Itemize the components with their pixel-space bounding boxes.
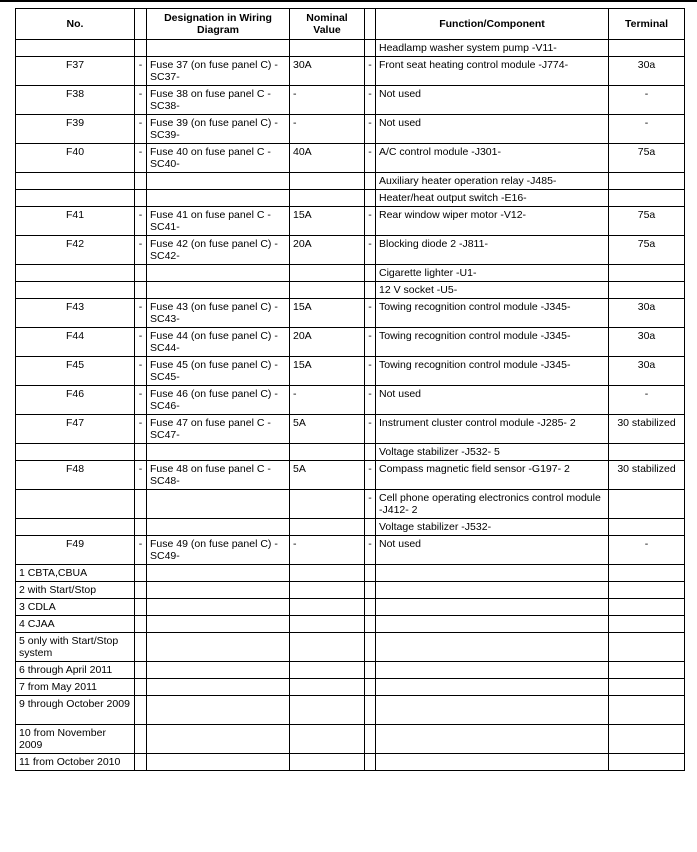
designation-cell: Fuse 43 (on fuse panel C) -SC43- bbox=[147, 299, 290, 328]
empty-cell bbox=[376, 616, 609, 633]
separator-dash bbox=[365, 265, 376, 282]
empty-cell bbox=[609, 599, 685, 616]
function-cell: Auxiliary heater operation relay -J485- bbox=[376, 173, 609, 190]
header-nominal: Nominal Value bbox=[290, 9, 365, 40]
empty-cell bbox=[290, 633, 365, 662]
terminal-cell: 30a bbox=[609, 357, 685, 386]
table-row bbox=[16, 282, 685, 299]
fuse-number: F40 bbox=[16, 144, 135, 173]
separator-dash: - bbox=[365, 115, 376, 144]
fuse-number: F48 bbox=[16, 461, 135, 490]
terminal-cell: - bbox=[609, 536, 685, 565]
designation-cell: Fuse 37 (on fuse panel C) -SC37- bbox=[147, 57, 290, 86]
fuse-number bbox=[16, 265, 135, 282]
nominal-value-cell: 15A bbox=[290, 299, 365, 328]
separator-dash bbox=[135, 444, 147, 461]
table-row bbox=[16, 236, 685, 265]
empty-cell bbox=[376, 662, 609, 679]
designation-cell: Fuse 41 on fuse panel C -SC41- bbox=[147, 207, 290, 236]
empty-cell bbox=[147, 662, 290, 679]
empty-cell bbox=[135, 633, 147, 662]
separator-dash bbox=[135, 519, 147, 536]
empty-cell bbox=[135, 696, 147, 725]
designation-cell bbox=[147, 444, 290, 461]
empty-cell bbox=[135, 582, 147, 599]
table-row bbox=[16, 190, 685, 207]
separator-dash bbox=[365, 173, 376, 190]
empty-cell bbox=[365, 725, 376, 754]
table-row bbox=[16, 265, 685, 282]
separator-dash: - bbox=[135, 236, 147, 265]
empty-cell bbox=[135, 662, 147, 679]
empty-cell bbox=[376, 725, 609, 754]
empty-cell bbox=[290, 599, 365, 616]
table-row bbox=[16, 461, 685, 490]
footnote-text: 2 with Start/Stop bbox=[16, 582, 135, 599]
empty-cell bbox=[609, 662, 685, 679]
terminal-cell: 75a bbox=[609, 207, 685, 236]
table-row bbox=[16, 415, 685, 444]
empty-cell bbox=[290, 754, 365, 771]
header-designation: Designation in Wiring Diagram bbox=[147, 9, 290, 40]
header-function: Function/Component bbox=[376, 9, 609, 40]
empty-cell bbox=[147, 725, 290, 754]
table-row bbox=[16, 299, 685, 328]
table-row bbox=[16, 519, 685, 536]
function-cell: Not used bbox=[376, 86, 609, 115]
separator-dash: - bbox=[365, 144, 376, 173]
empty-cell bbox=[365, 662, 376, 679]
fuse-number: F38 bbox=[16, 86, 135, 115]
fuse-number: F46 bbox=[16, 386, 135, 415]
empty-cell bbox=[365, 633, 376, 662]
function-cell: Headlamp washer system pump -V11- bbox=[376, 40, 609, 57]
nominal-value-cell: 5A bbox=[290, 461, 365, 490]
footnote-row bbox=[16, 582, 685, 599]
footnote-row bbox=[16, 633, 685, 662]
designation-cell bbox=[147, 490, 290, 519]
separator-dash: - bbox=[365, 207, 376, 236]
fuse-number: F39 bbox=[16, 115, 135, 144]
empty-cell bbox=[365, 616, 376, 633]
empty-cell bbox=[376, 754, 609, 771]
designation-cell: Fuse 47 on fuse panel C -SC47- bbox=[147, 415, 290, 444]
footnote-row bbox=[16, 679, 685, 696]
footnote-text: 11 from October 2010 bbox=[16, 754, 135, 771]
function-cell: Cell phone operating electronics control module -J412- 2 bbox=[376, 490, 609, 519]
terminal-cell bbox=[609, 173, 685, 190]
fuse-number: F47 bbox=[16, 415, 135, 444]
nominal-value-cell bbox=[290, 40, 365, 57]
nominal-value-cell: - bbox=[290, 386, 365, 415]
table-row bbox=[16, 115, 685, 144]
empty-cell bbox=[290, 582, 365, 599]
designation-cell bbox=[147, 265, 290, 282]
function-cell: 12 V socket -U5- bbox=[376, 282, 609, 299]
terminal-cell: - bbox=[609, 86, 685, 115]
function-cell: Instrument cluster control module -J285- 2 bbox=[376, 415, 609, 444]
separator-dash: - bbox=[365, 386, 376, 415]
separator-dash: - bbox=[365, 357, 376, 386]
footnote-text: 10 from November 2009 bbox=[16, 725, 135, 754]
fuse-number: F37 bbox=[16, 57, 135, 86]
terminal-cell: 30 stabilized bbox=[609, 461, 685, 490]
footnote-text: 7 from May 2011 bbox=[16, 679, 135, 696]
fuse-number: F45 bbox=[16, 357, 135, 386]
empty-cell bbox=[376, 565, 609, 582]
separator-dash bbox=[135, 173, 147, 190]
separator-dash bbox=[135, 40, 147, 57]
terminal-cell bbox=[609, 190, 685, 207]
function-cell: Towing recognition control module -J345- bbox=[376, 357, 609, 386]
empty-cell bbox=[147, 754, 290, 771]
terminal-cell bbox=[609, 282, 685, 299]
separator-dash: - bbox=[135, 461, 147, 490]
table-row bbox=[16, 144, 685, 173]
footnote-text: 5 only with Start/Stop system bbox=[16, 633, 135, 662]
nominal-value-cell: - bbox=[290, 86, 365, 115]
empty-cell bbox=[609, 633, 685, 662]
designation-cell: Fuse 39 (on fuse panel C) -SC39- bbox=[147, 115, 290, 144]
footnote-text: 9 through October 2009 bbox=[16, 696, 135, 725]
function-cell: Not used bbox=[376, 115, 609, 144]
footnote-row bbox=[16, 725, 685, 754]
nominal-value-cell: 30A bbox=[290, 57, 365, 86]
empty-cell bbox=[609, 679, 685, 696]
table-row bbox=[16, 40, 685, 57]
empty-cell bbox=[290, 725, 365, 754]
designation-cell: Fuse 49 (on fuse panel C) -SC49- bbox=[147, 536, 290, 565]
separator-dash: - bbox=[135, 415, 147, 444]
empty-cell bbox=[147, 633, 290, 662]
designation-cell bbox=[147, 173, 290, 190]
table-row bbox=[16, 328, 685, 357]
designation-cell bbox=[147, 282, 290, 299]
separator-dash bbox=[135, 265, 147, 282]
separator-dash: - bbox=[365, 328, 376, 357]
fuse-number bbox=[16, 40, 135, 57]
function-cell: Blocking diode 2 -J811- bbox=[376, 236, 609, 265]
footnote-text: 4 CJAA bbox=[16, 616, 135, 633]
fuse-number bbox=[16, 190, 135, 207]
separator-dash: - bbox=[365, 86, 376, 115]
separator-dash bbox=[365, 282, 376, 299]
designation-cell: Fuse 46 (on fuse panel C) -SC46- bbox=[147, 386, 290, 415]
separator-dash bbox=[135, 190, 147, 207]
empty-cell bbox=[135, 679, 147, 696]
function-cell: Rear window wiper motor -V12- bbox=[376, 207, 609, 236]
function-cell: Not used bbox=[376, 536, 609, 565]
designation-cell: Fuse 42 (on fuse panel C) -SC42- bbox=[147, 236, 290, 265]
table-row bbox=[16, 444, 685, 461]
nominal-value-cell bbox=[290, 265, 365, 282]
empty-cell bbox=[135, 725, 147, 754]
empty-cell bbox=[609, 754, 685, 771]
separator-dash: - bbox=[365, 461, 376, 490]
terminal-cell: 30 stabilized bbox=[609, 415, 685, 444]
terminal-cell: 75a bbox=[609, 236, 685, 265]
terminal-cell bbox=[609, 490, 685, 519]
empty-cell bbox=[376, 599, 609, 616]
empty-cell bbox=[609, 696, 685, 725]
fuse-number bbox=[16, 519, 135, 536]
nominal-value-cell: 20A bbox=[290, 328, 365, 357]
separator-dash: - bbox=[365, 536, 376, 565]
table-row bbox=[16, 207, 685, 236]
footnote-row bbox=[16, 662, 685, 679]
nominal-value-cell: 20A bbox=[290, 236, 365, 265]
terminal-cell bbox=[609, 265, 685, 282]
designation-cell: Fuse 44 (on fuse panel C) -SC44- bbox=[147, 328, 290, 357]
empty-cell bbox=[376, 696, 609, 725]
empty-cell bbox=[135, 599, 147, 616]
nominal-value-cell: 40A bbox=[290, 144, 365, 173]
separator-dash: - bbox=[135, 299, 147, 328]
empty-cell bbox=[147, 679, 290, 696]
function-cell: Voltage stabilizer -J532- bbox=[376, 519, 609, 536]
empty-cell bbox=[609, 616, 685, 633]
nominal-value-cell bbox=[290, 173, 365, 190]
separator-dash: - bbox=[135, 207, 147, 236]
separator-dash: - bbox=[135, 57, 147, 86]
separator-dash: - bbox=[365, 415, 376, 444]
terminal-cell bbox=[609, 40, 685, 57]
empty-cell bbox=[365, 696, 376, 725]
nominal-value-cell bbox=[290, 444, 365, 461]
terminal-cell: 75a bbox=[609, 144, 685, 173]
footnote-text: 3 CDLA bbox=[16, 599, 135, 616]
nominal-value-cell bbox=[290, 490, 365, 519]
top-divider bbox=[0, 0, 697, 2]
table-row bbox=[16, 86, 685, 115]
terminal-cell: 30a bbox=[609, 328, 685, 357]
function-cell: Not used bbox=[376, 386, 609, 415]
empty-cell bbox=[135, 565, 147, 582]
designation-cell bbox=[147, 40, 290, 57]
separator-dash bbox=[135, 282, 147, 299]
function-cell: Voltage stabilizer -J532- 5 bbox=[376, 444, 609, 461]
separator-dash: - bbox=[365, 236, 376, 265]
function-cell: Front seat heating control module -J774- bbox=[376, 57, 609, 86]
separator-dash bbox=[135, 490, 147, 519]
fuse-number: F42 bbox=[16, 236, 135, 265]
terminal-cell bbox=[609, 444, 685, 461]
function-cell: Towing recognition control module -J345- bbox=[376, 299, 609, 328]
terminal-cell: 30a bbox=[609, 299, 685, 328]
separator-dash: - bbox=[135, 115, 147, 144]
empty-cell bbox=[290, 696, 365, 725]
empty-cell bbox=[365, 565, 376, 582]
terminal-cell: 30a bbox=[609, 57, 685, 86]
nominal-value-cell: 5A bbox=[290, 415, 365, 444]
empty-cell bbox=[290, 679, 365, 696]
empty-cell bbox=[147, 599, 290, 616]
header-terminal: Terminal bbox=[609, 9, 685, 40]
nominal-value-cell: 15A bbox=[290, 357, 365, 386]
nominal-value-cell bbox=[290, 282, 365, 299]
separator-dash: - bbox=[135, 328, 147, 357]
table-row bbox=[16, 173, 685, 190]
fuse-number: F49 bbox=[16, 536, 135, 565]
empty-cell bbox=[609, 582, 685, 599]
header-no: No. bbox=[16, 9, 135, 40]
empty-cell bbox=[376, 582, 609, 599]
terminal-cell bbox=[609, 519, 685, 536]
fuse-number bbox=[16, 173, 135, 190]
empty-cell bbox=[365, 754, 376, 771]
empty-cell bbox=[147, 582, 290, 599]
nominal-value-cell: - bbox=[290, 115, 365, 144]
empty-cell bbox=[365, 679, 376, 696]
header-row bbox=[16, 9, 685, 40]
separator-dash bbox=[365, 190, 376, 207]
nominal-value-cell: 15A bbox=[290, 207, 365, 236]
footnote-text: 1 CBTA,CBUA bbox=[16, 565, 135, 582]
empty-cell bbox=[376, 679, 609, 696]
designation-cell: Fuse 48 on fuse panel C -SC48- bbox=[147, 461, 290, 490]
terminal-cell: - bbox=[609, 115, 685, 144]
function-cell: Towing recognition control module -J345- bbox=[376, 328, 609, 357]
empty-cell bbox=[147, 696, 290, 725]
separator-dash: - bbox=[135, 536, 147, 565]
footnote-text: 6 through April 2011 bbox=[16, 662, 135, 679]
header-gap-2 bbox=[365, 9, 376, 40]
header-gap-1 bbox=[135, 9, 147, 40]
designation-cell: Fuse 45 (on fuse panel C) -SC45- bbox=[147, 357, 290, 386]
separator-dash: - bbox=[365, 299, 376, 328]
footnote-row bbox=[16, 616, 685, 633]
empty-cell bbox=[147, 616, 290, 633]
designation-cell bbox=[147, 519, 290, 536]
footnote-row bbox=[16, 754, 685, 771]
empty-cell bbox=[135, 754, 147, 771]
designation-cell: Fuse 38 on fuse panel C -SC38- bbox=[147, 86, 290, 115]
table-row bbox=[16, 536, 685, 565]
separator-dash bbox=[365, 40, 376, 57]
table-body bbox=[16, 40, 685, 771]
fuse-number bbox=[16, 282, 135, 299]
separator-dash: - bbox=[135, 386, 147, 415]
nominal-value-cell bbox=[290, 519, 365, 536]
empty-cell bbox=[290, 616, 365, 633]
footnote-row bbox=[16, 565, 685, 582]
table-row bbox=[16, 386, 685, 415]
terminal-cell: - bbox=[609, 386, 685, 415]
empty-cell bbox=[609, 725, 685, 754]
function-cell: Compass magnetic field sensor -G197- 2 bbox=[376, 461, 609, 490]
empty-cell bbox=[135, 616, 147, 633]
fuse-number bbox=[16, 490, 135, 519]
separator-dash bbox=[365, 519, 376, 536]
empty-cell bbox=[290, 565, 365, 582]
footnote-row bbox=[16, 696, 685, 725]
fuse-number bbox=[16, 444, 135, 461]
empty-cell bbox=[376, 633, 609, 662]
empty-cell bbox=[365, 582, 376, 599]
fuse-table bbox=[15, 8, 685, 771]
empty-cell bbox=[147, 565, 290, 582]
function-cell: A/C control module -J301- bbox=[376, 144, 609, 173]
nominal-value-cell: - bbox=[290, 536, 365, 565]
function-cell: Cigarette lighter -U1- bbox=[376, 265, 609, 282]
nominal-value-cell bbox=[290, 190, 365, 207]
separator-dash bbox=[365, 444, 376, 461]
fuse-number: F43 bbox=[16, 299, 135, 328]
fuse-number: F41 bbox=[16, 207, 135, 236]
designation-cell: Fuse 40 on fuse panel C -SC40- bbox=[147, 144, 290, 173]
footnote-row bbox=[16, 599, 685, 616]
empty-cell bbox=[609, 565, 685, 582]
fuse-number: F44 bbox=[16, 328, 135, 357]
designation-cell bbox=[147, 190, 290, 207]
separator-dash: - bbox=[135, 86, 147, 115]
table-row bbox=[16, 490, 685, 519]
separator-dash: - bbox=[365, 490, 376, 519]
separator-dash: - bbox=[365, 57, 376, 86]
empty-cell bbox=[365, 599, 376, 616]
table-row bbox=[16, 357, 685, 386]
empty-cell bbox=[290, 662, 365, 679]
table-row bbox=[16, 57, 685, 86]
separator-dash: - bbox=[135, 144, 147, 173]
function-cell: Heater/heat output switch -E16- bbox=[376, 190, 609, 207]
separator-dash: - bbox=[135, 357, 147, 386]
